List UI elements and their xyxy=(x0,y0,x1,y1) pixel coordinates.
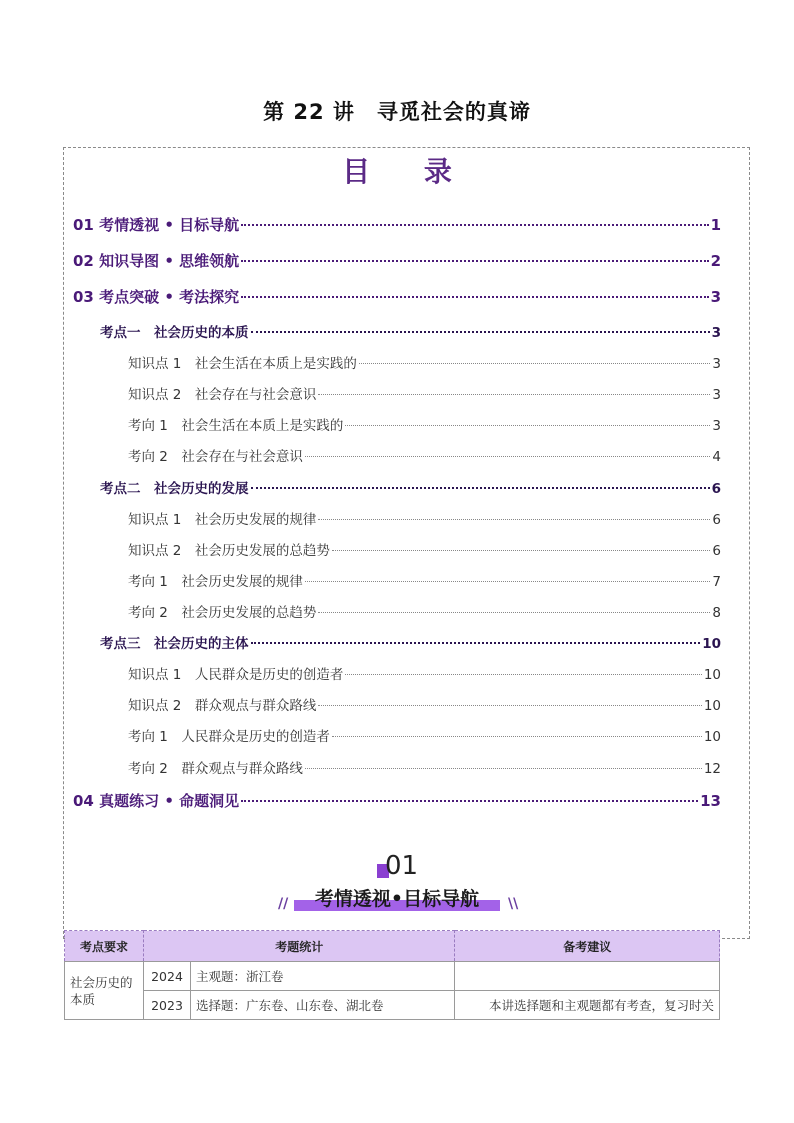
toc-entry-page: 7 xyxy=(712,574,721,590)
toc-entry-page: 6 xyxy=(712,543,721,559)
toc-entry[interactable] xyxy=(73,214,721,235)
toc-entry[interactable] xyxy=(73,286,721,307)
toc-entry-page: 3 xyxy=(712,387,721,403)
toc-entry-page: 3 xyxy=(710,288,721,306)
year-cell: 2023 xyxy=(144,991,191,1020)
toc-entry-label: 考向 2 群众观点与群众路线 xyxy=(128,761,303,777)
toc-entry-label: 知识点 2 社会存在与社会意识 xyxy=(128,387,317,403)
toc-leader-dots xyxy=(345,425,710,426)
toc-entry-label: 01 考情透视 • 目标导航 xyxy=(73,216,240,234)
toc-entry[interactable] xyxy=(128,352,721,372)
toc-entry-label: 考向 1 社会历史发展的规律 xyxy=(128,574,303,590)
table-row xyxy=(65,991,720,1020)
year-cell: 2024 xyxy=(144,962,191,991)
toc-entry[interactable] xyxy=(128,694,721,714)
table-header-statistics: 考题统计 xyxy=(144,931,455,962)
toc-entry[interactable] xyxy=(73,250,721,271)
toc-entry-label: 03 考点突破 • 考法探究 xyxy=(73,288,240,306)
toc-leader-dots xyxy=(241,800,698,802)
toc-entry-page: 3 xyxy=(711,325,721,341)
toc-leader-dots xyxy=(251,642,701,644)
toc-leader-dots xyxy=(318,394,710,395)
section-title: 考情透视•目标导航 xyxy=(314,888,480,910)
table-row xyxy=(65,962,720,991)
toc-entry[interactable] xyxy=(100,321,721,341)
toc-leader-dots xyxy=(241,224,708,226)
toc-entry[interactable] xyxy=(128,383,721,403)
toc-entry[interactable] xyxy=(128,570,721,590)
toc-entry[interactable] xyxy=(128,663,721,683)
toc-leader-dots xyxy=(305,768,702,769)
toc-leader-dots xyxy=(241,260,708,262)
toc-entry-label: 考向 1 社会生活在本质上是实践的 xyxy=(128,418,344,434)
toc-entry-page: 3 xyxy=(712,418,721,434)
stat-cell: 选择题：广东卷、山东卷、湖北卷 xyxy=(191,991,455,1020)
decor-slash-right: \\ xyxy=(508,896,519,912)
toc-entry-page: 6 xyxy=(711,481,721,497)
toc-entry[interactable] xyxy=(128,725,721,745)
section-banner xyxy=(294,884,500,914)
toc-entry[interactable] xyxy=(100,632,721,652)
advice-cell xyxy=(455,962,720,991)
toc-leader-dots xyxy=(318,705,701,706)
toc-entry-label: 知识点 1 社会生活在本质上是实践的 xyxy=(128,356,357,372)
toc-entry-page: 10 xyxy=(703,729,721,745)
section-number: 01 xyxy=(385,851,419,881)
toc-entry[interactable] xyxy=(128,508,721,528)
toc-entry[interactable] xyxy=(128,601,721,621)
toc-entry-page: 1 xyxy=(710,216,721,234)
toc-leader-dots xyxy=(251,331,710,333)
toc-entry-label: 考向 1 人民群众是历史的创造者 xyxy=(128,729,330,745)
toc-entry-label: 知识点 2 群众观点与群众路线 xyxy=(128,698,317,714)
toc-entry[interactable] xyxy=(128,445,721,465)
toc-leader-dots xyxy=(305,456,711,457)
toc-entry[interactable] xyxy=(128,757,721,777)
toc-entry-label: 考向 2 社会存在与社会意识 xyxy=(128,449,303,465)
decor-slash-left: // xyxy=(278,896,289,912)
toc-heading: 目 录 xyxy=(342,155,474,188)
toc-leader-dots xyxy=(241,296,708,298)
table-header-requirement: 考点要求 xyxy=(65,931,144,962)
toc-entry-page: 10 xyxy=(703,667,721,683)
toc-entry-page: 3 xyxy=(712,356,721,372)
toc-entry-label: 考点二 社会历史的发展 xyxy=(100,481,249,497)
toc-entry-page: 8 xyxy=(712,605,721,621)
toc-entry[interactable] xyxy=(73,790,721,811)
toc-entry-label: 考向 2 社会历史发展的总趋势 xyxy=(128,605,317,621)
advice-cell: 本讲选择题和主观题都有考查，复习时关 xyxy=(455,991,720,1020)
toc-leader-dots xyxy=(332,736,702,737)
toc-leader-dots xyxy=(305,581,711,582)
toc-entry[interactable] xyxy=(128,414,721,434)
toc-entry-page: 10 xyxy=(702,636,721,652)
exam-analysis-table xyxy=(64,930,720,1020)
toc-entry-label: 考点一 社会历史的本质 xyxy=(100,325,249,341)
table-header-row xyxy=(65,931,720,962)
toc-entry-label: 知识点 1 社会历史发展的规律 xyxy=(128,512,317,528)
toc-entry-label: 02 知识导图 • 思维领航 xyxy=(73,252,240,270)
toc-leader-dots xyxy=(318,519,710,520)
toc-entry-page: 4 xyxy=(712,449,721,465)
stat-cell: 主观题：浙江卷 xyxy=(191,962,455,991)
table-header-advice: 备考建议 xyxy=(455,931,720,962)
toc-entry[interactable] xyxy=(128,539,721,559)
toc-entry-page: 2 xyxy=(710,252,721,270)
toc-entry-page: 12 xyxy=(703,761,721,777)
toc-entry-page: 10 xyxy=(703,698,721,714)
toc-entry-page: 6 xyxy=(712,512,721,528)
toc-entry-label: 知识点 1 人民群众是历史的创造者 xyxy=(128,667,344,683)
document-title: 第 22 讲 寻觅社会的真谛 xyxy=(263,100,531,124)
toc-entry[interactable] xyxy=(100,477,721,497)
toc-entry-label: 知识点 2 社会历史发展的总趋势 xyxy=(128,543,330,559)
toc-leader-dots xyxy=(318,612,710,613)
requirement-cell: 社会历史的本质 xyxy=(65,962,144,1020)
toc-leader-dots xyxy=(345,674,701,675)
toc-leader-dots xyxy=(359,363,711,364)
toc-entry-label: 考点三 社会历史的主体 xyxy=(100,636,249,652)
toc-entry-page: 13 xyxy=(700,792,721,810)
toc-entry-label: 04 真题练习 • 命题洞见 xyxy=(73,792,240,810)
toc-leader-dots xyxy=(251,487,710,489)
toc-leader-dots xyxy=(332,550,711,551)
